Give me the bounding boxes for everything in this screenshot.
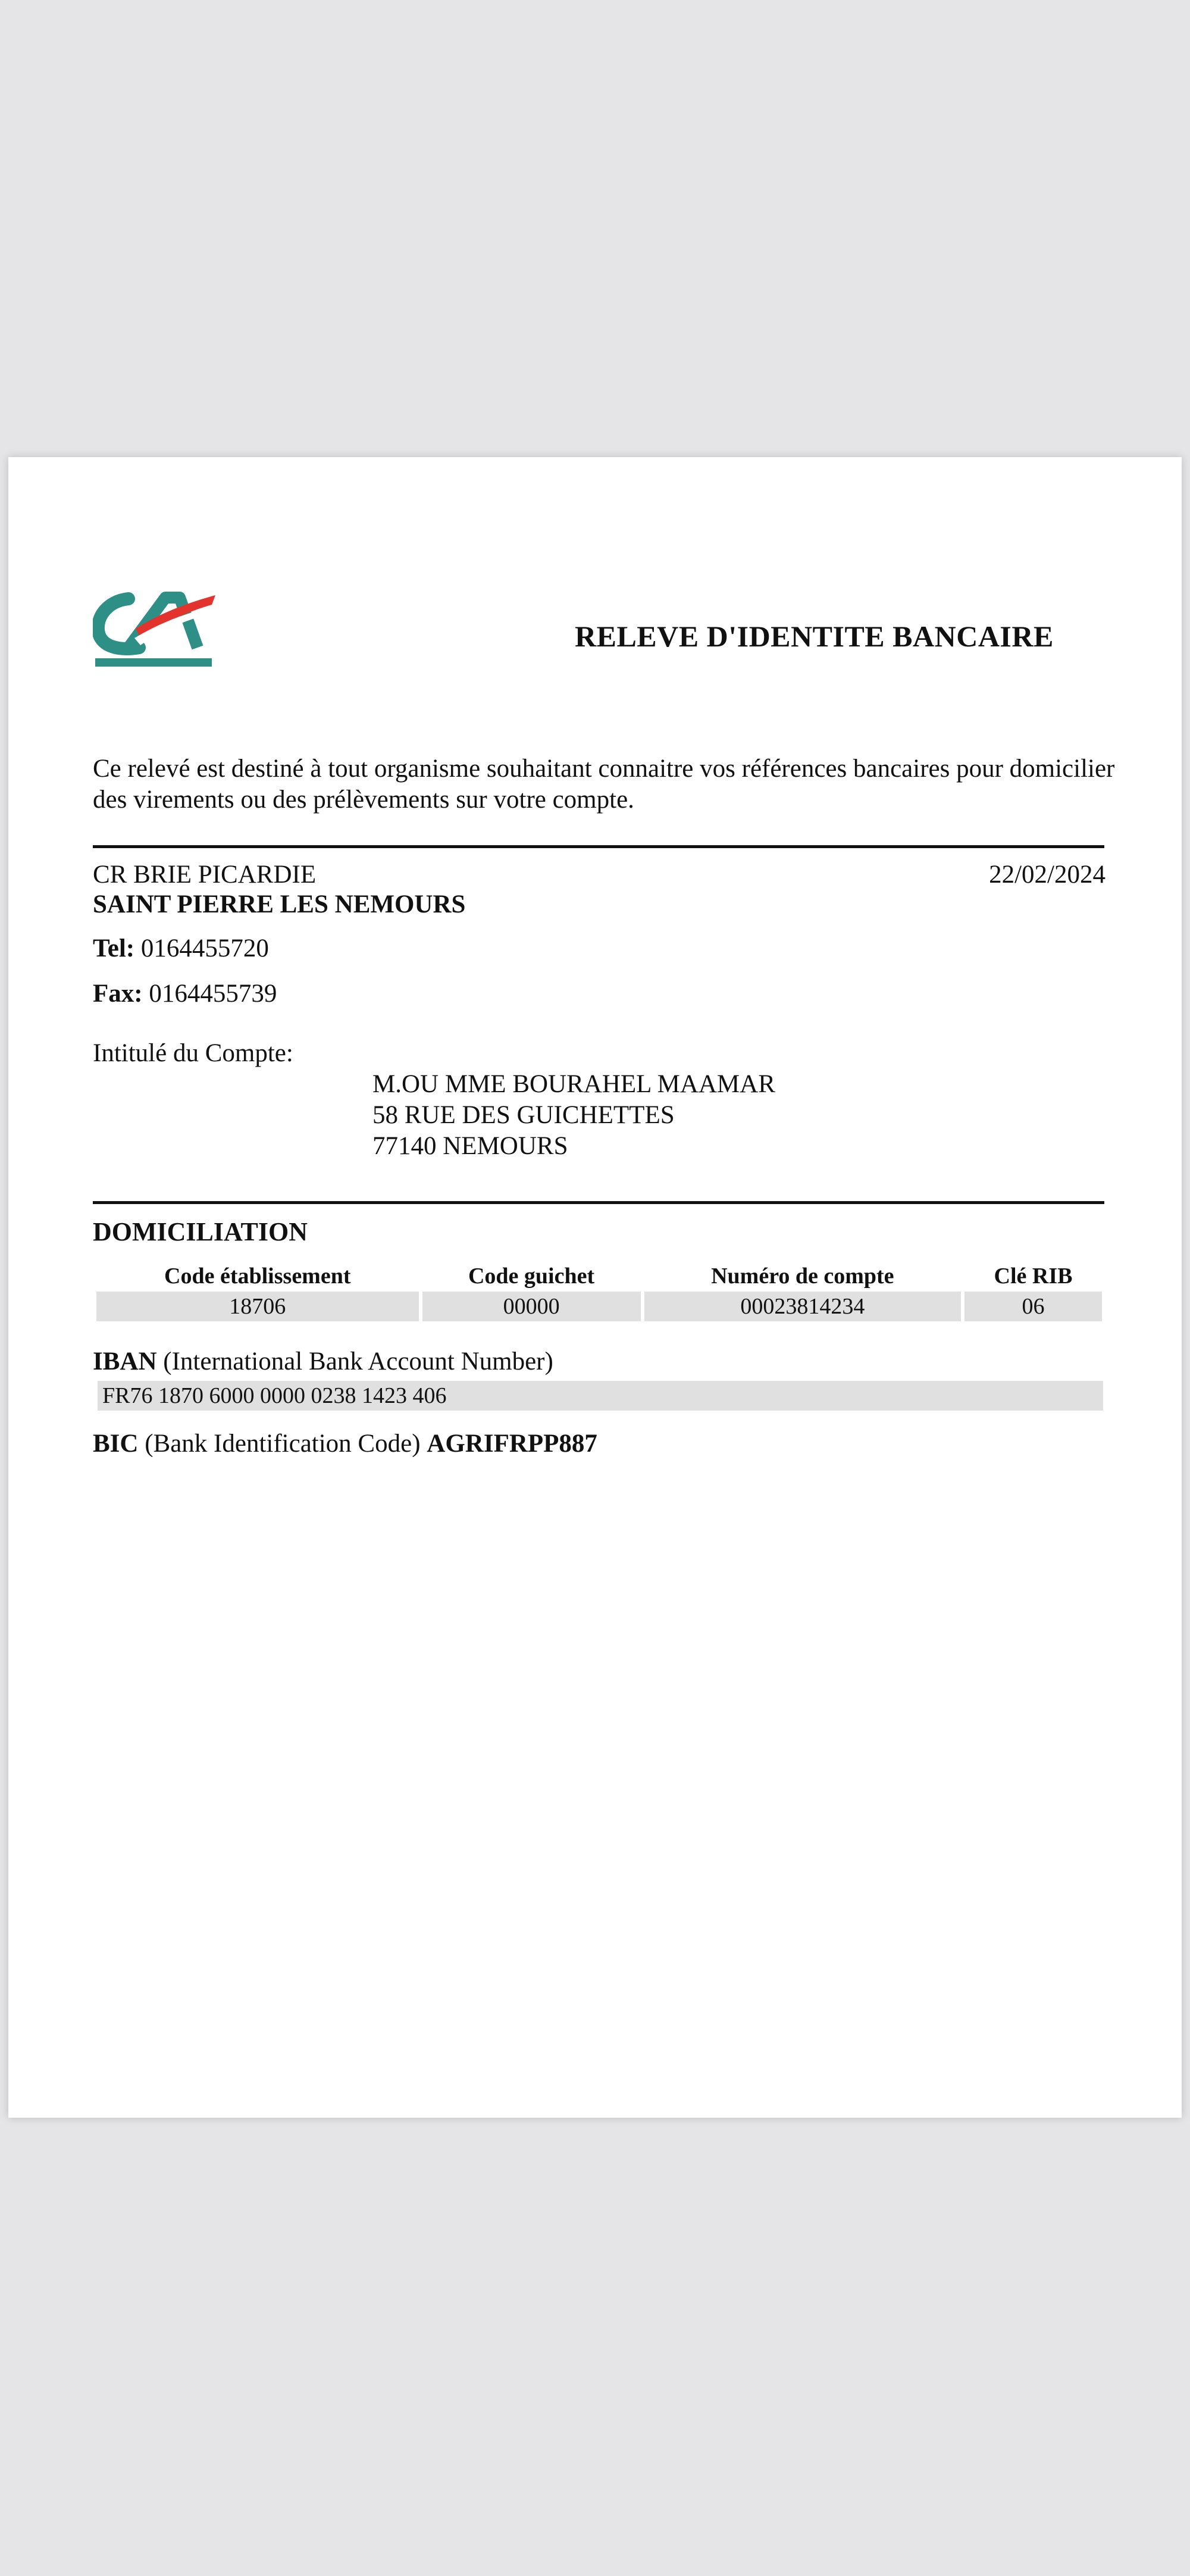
account-holder-city: 77140 NEMOURS (372, 1132, 568, 1160)
tel-label: Tel: (93, 934, 135, 962)
credit-agricole-logo (93, 589, 218, 673)
rib-table (93, 1261, 1106, 1321)
table-header-row (96, 1261, 1102, 1292)
intro-text: Ce relevé est destiné à tout organisme souhaitant connaitre vos références bancaires pour domicilier des virements ou des prélèvements sur votre compte. (93, 755, 1115, 814)
tel-value: 0164455720 (140, 934, 269, 962)
domiciliation-title: DOMICILIATION (93, 1217, 308, 1246)
fax-line (93, 978, 277, 1009)
bic-label: BIC (93, 1430, 139, 1458)
tel-line (93, 933, 269, 964)
account-holder-street: 58 RUE DES GUICHETTES (372, 1101, 675, 1129)
divider (93, 845, 1104, 848)
fax-value: 0164455739 (149, 980, 277, 1008)
document-date: 22/02/2024 (989, 861, 1106, 889)
iban-value: FR76 1870 6000 0000 0238 1423 406 (98, 1381, 1103, 1411)
bic-value: AGRIFRPP887 (427, 1430, 597, 1458)
branch-name: SAINT PIERRE LES NEMOURS (93, 890, 466, 918)
bank-name: CR BRIE PICARDIE (93, 861, 317, 889)
bank-code-cell: 18706 (96, 1292, 419, 1321)
column-header: Clé RIB (994, 1264, 1073, 1289)
column-header: Code établissement (164, 1264, 351, 1289)
iban-description: (International Bank Account Number) (163, 1348, 553, 1375)
table-row (96, 1292, 1102, 1321)
bic-description: (Bank Identification Code) (145, 1430, 421, 1458)
column-header: Code guichet (468, 1264, 595, 1289)
bic-line (93, 1428, 597, 1459)
iban-line (93, 1346, 553, 1377)
iban-label: IBAN (93, 1348, 157, 1375)
fax-label: Fax: (93, 980, 143, 1008)
account-holder-label: Intitulé du Compte: (93, 1039, 293, 1067)
column-header: Numéro de compte (711, 1264, 894, 1289)
rib-document (8, 457, 1182, 2118)
rib-key-cell: 06 (964, 1292, 1102, 1321)
branch-code-cell: 00000 (422, 1292, 641, 1321)
account-number-cell: 00023814234 (644, 1292, 961, 1321)
document-title: RELEVE D'IDENTITE BANCAIRE (575, 620, 1054, 653)
divider (93, 1201, 1104, 1204)
account-holder-name: M.OU MME BOURAHEL MAAMAR (372, 1070, 775, 1098)
